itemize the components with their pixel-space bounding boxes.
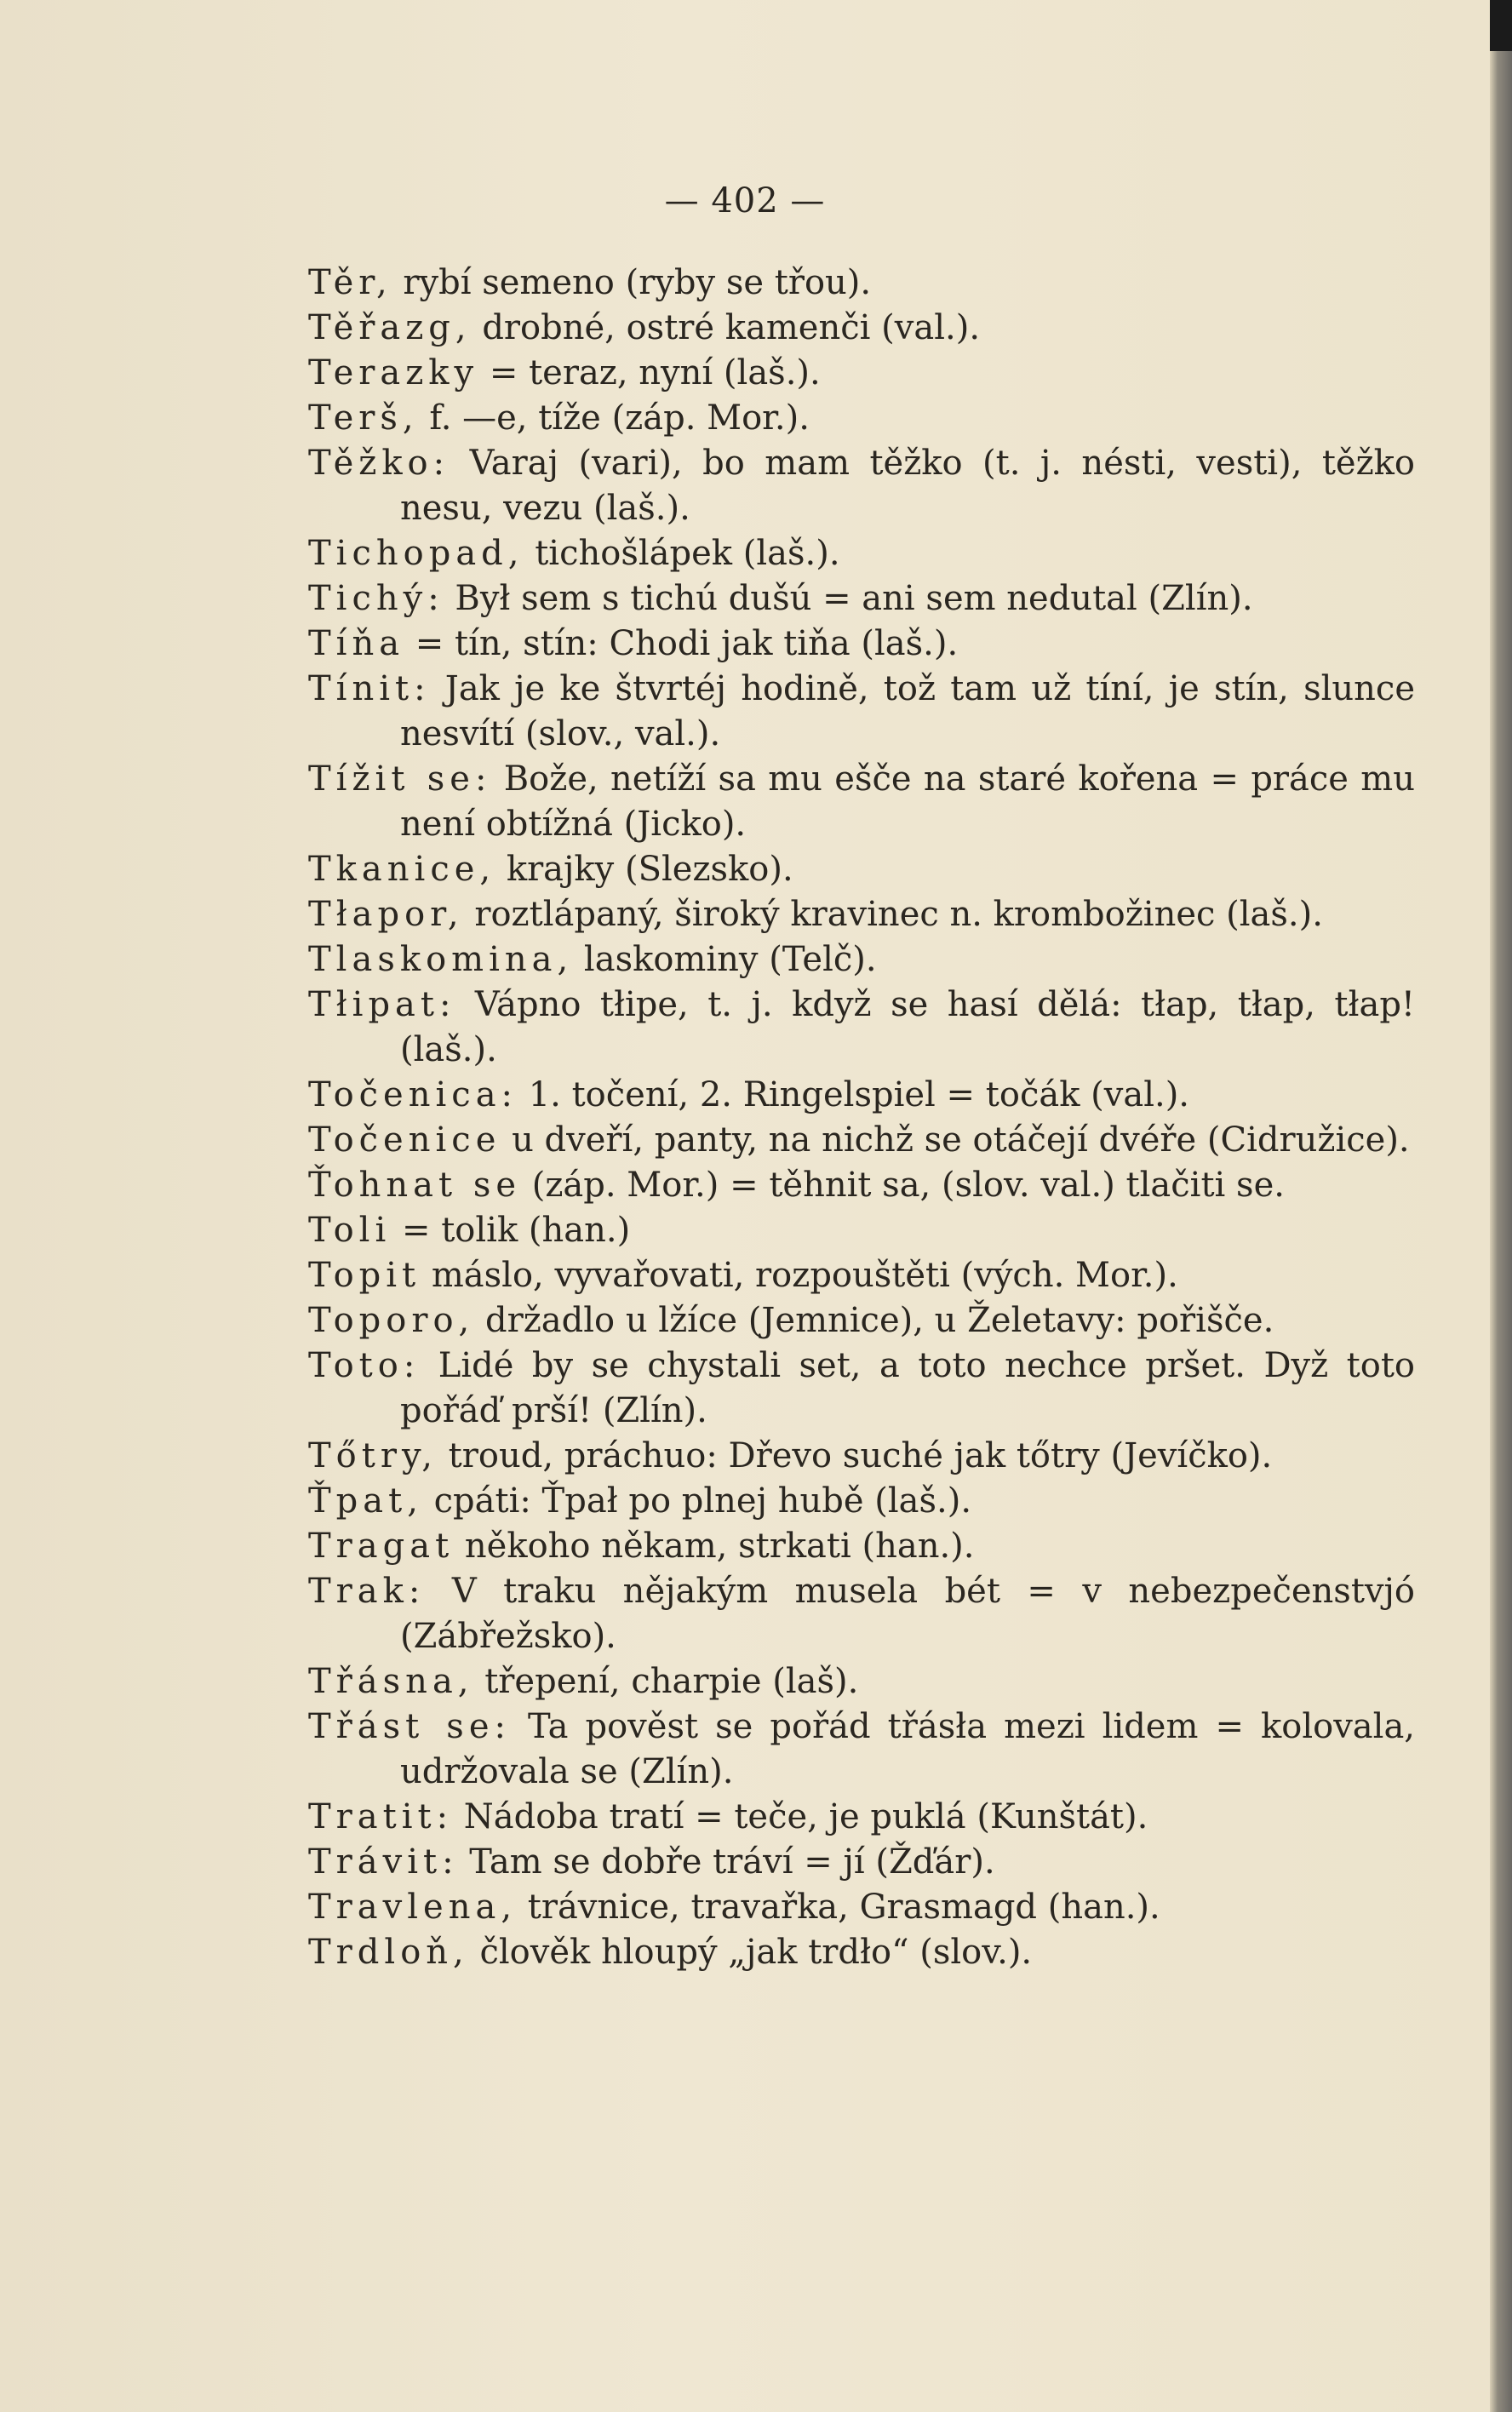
entry-definition: krajky (Slezsko).: [495, 850, 793, 889]
entry-headword: Terš,: [308, 398, 419, 438]
dictionary-entry: [308, 1298, 1415, 1344]
dictionary-entry: [308, 1344, 1415, 1434]
entry-headword: Tínit:: [308, 669, 431, 708]
entry-definition: laskominy (Telč).: [573, 940, 877, 979]
dictionary-entry: [308, 1524, 1415, 1569]
dictionary-entry: [308, 847, 1415, 892]
dictionary-entry: [308, 396, 1415, 441]
entry-definition: Varaj (vari), bo mam těžko (t. j. nésti, vesti), těžko nesu, vezu (laš.).: [400, 444, 1415, 528]
dictionary-entry: [308, 1885, 1415, 1930]
entry-headword: Tőtry,: [308, 1436, 438, 1475]
dictionary-entry: [308, 937, 1415, 983]
dictionary-entry: [308, 1163, 1415, 1208]
entry-definition: (záp. Mor.) = těhnit sa, (slov. val.) tlačiti se.: [521, 1166, 1285, 1205]
dictionary-entry: [308, 1118, 1415, 1163]
entry-definition: člověk hloupý „jak trdło“ (slov.).: [468, 1933, 1033, 1972]
dictionary-entry: [308, 1930, 1415, 1975]
dictionary-entry: [308, 1704, 1415, 1795]
dictionary-entry: [308, 622, 1415, 667]
entry-headword: Tratit:: [308, 1797, 454, 1836]
book-spine: [1490, 0, 1512, 2412]
entry-headword: Topit: [308, 1256, 421, 1295]
entry-definition: = teraz, nyní (laš.).: [478, 353, 821, 392]
entry-definition: cpáti: Ťpał po plnej hubě (laš.).: [422, 1481, 972, 1521]
dictionary-entry: [308, 351, 1415, 396]
dictionary-entry: [308, 576, 1415, 622]
entry-headword: Trávit:: [308, 1842, 459, 1882]
entry-headword: Třást se:: [308, 1707, 511, 1746]
entry-definition: 1. točení, 2. Ringelspiel = točák (val.).: [518, 1075, 1190, 1114]
dictionary-entry: [308, 1659, 1415, 1704]
entry-headword: Tichopad,: [308, 534, 524, 573]
entry-definition: držadlo u lžíce (Jemnice), u Želetavy: pořišče.: [474, 1301, 1274, 1340]
dictionary-entry: [308, 1840, 1415, 1885]
dictionary-entry: [308, 1569, 1415, 1659]
entry-definition: Bože, netíží sa mu ešče na staré kořena = práce mu není obtížná (Jicko).: [400, 759, 1415, 844]
dictionary-entry: [308, 261, 1415, 306]
entry-definition: máslo, vyvařovati, rozpouštěti (vých. Mor.).: [421, 1256, 1178, 1295]
dictionary-entry: [308, 1479, 1415, 1524]
entry-definition: = tolik (han.): [391, 1211, 631, 1250]
entry-headword: Tłapor,: [308, 895, 464, 934]
entry-definition: drobné, ostré kamenči (val.).: [471, 308, 981, 347]
entry-headword: Ťohnat se: [308, 1166, 522, 1205]
entry-definition: V traku nějakým musela bét = v nebezpečenstvjó (Zábřežsko).: [400, 1572, 1415, 1656]
entry-definition: f. —e, tíže (záp. Mor.).: [418, 398, 810, 438]
entry-definition: Jak je ke štvrtéj hodině, tož tam už tíní, je stín, slunce nesvítí (slov., val.).: [400, 669, 1415, 753]
entry-definition: Vápno tłipe, t. j. když se hasí dělá: tłap, tłap, tłap! (laš.).: [400, 985, 1415, 1069]
page-number: — 402 —: [664, 181, 826, 221]
entry-headword: Tížit se:: [308, 759, 492, 799]
dictionary-entry: [308, 892, 1415, 937]
entry-headword: Travlena,: [308, 1888, 518, 1927]
dictionary-entry: [308, 531, 1415, 576]
entry-headword: Tlaskomina,: [308, 940, 574, 979]
entry-definition: tichošlápek (laš.).: [524, 534, 840, 573]
dictionary-entry: [308, 441, 1415, 531]
dictionary-entry: [308, 983, 1415, 1073]
entry-headword: Ťpat,: [308, 1481, 423, 1521]
dictionary-entries: [308, 261, 1415, 1975]
entry-headword: Tłipat:: [308, 985, 456, 1024]
entry-definition: Był sem s tichú dušú = ani sem nedutal (Zlín).: [444, 579, 1253, 618]
entry-headword: Toto:: [308, 1346, 421, 1385]
entry-headword: Těr,: [308, 263, 392, 302]
dictionary-entry: [308, 1434, 1415, 1479]
entry-headword: Točenica:: [308, 1075, 518, 1114]
entry-definition: = tín, stín: Chodi jak tiňa (laš.).: [404, 624, 959, 663]
entry-definition: Lidé by se chystali set, a toto nechce pršet. Dyž toto pořáď prší! (Zlín).: [400, 1346, 1415, 1430]
entry-headword: Trak:: [308, 1572, 426, 1611]
entry-definition: roztlápaný, široký kravinec n. krombožinec (laš.).: [463, 895, 1323, 934]
entry-headword: Těžko:: [308, 444, 450, 483]
entry-definition: někoho někam, strkati (han.).: [454, 1527, 975, 1566]
dictionary-entry: [308, 1208, 1415, 1253]
entry-definition: Tam se dobře tráví = jí (Žďár).: [458, 1842, 995, 1882]
dictionary-entry: [308, 667, 1415, 757]
entry-headword: Trdloň,: [308, 1933, 469, 1972]
entry-headword: Toli: [308, 1211, 392, 1250]
dictionary-entry: [308, 1253, 1415, 1298]
entry-definition: u dveří, panty, na nichž se otáčejí dvéře (Cidružice).: [501, 1120, 1410, 1160]
entry-headword: Točenice: [308, 1120, 501, 1160]
entry-definition: troud, práchuo: Dřevo suché jak tőtry (Jevíčko).: [437, 1436, 1273, 1475]
entry-definition: trávnice, travařka, Grasmagd (han.).: [517, 1888, 1160, 1927]
dictionary-entry: [308, 1073, 1415, 1118]
dictionary-entry: [308, 306, 1415, 351]
dictionary-entry: [308, 757, 1415, 847]
entry-headword: Terazky: [308, 353, 479, 392]
entry-definition: Ta pověst se pořád třásła mezi lidem = kolovala, udržovala se (Zlín).: [400, 1707, 1416, 1791]
entry-headword: Tíňa: [308, 624, 405, 663]
entry-definition: Nádoba tratí = teče, je puklá (Kunštát).: [453, 1797, 1148, 1836]
entry-definition: třepení, charpie (laš).: [473, 1662, 859, 1701]
entry-definition: rybí semeno (ryby se třou).: [392, 263, 872, 302]
entry-headword: Těřazg,: [308, 308, 472, 347]
dictionary-entry: [308, 1795, 1415, 1840]
entry-headword: Toporo,: [308, 1301, 475, 1340]
entry-headword: Tragat: [308, 1527, 455, 1566]
entry-headword: Třásna,: [308, 1662, 474, 1701]
entry-headword: Tichý:: [308, 579, 444, 618]
entry-headword: Tkanice,: [308, 850, 496, 889]
spine-shadow: [1490, 0, 1512, 51]
